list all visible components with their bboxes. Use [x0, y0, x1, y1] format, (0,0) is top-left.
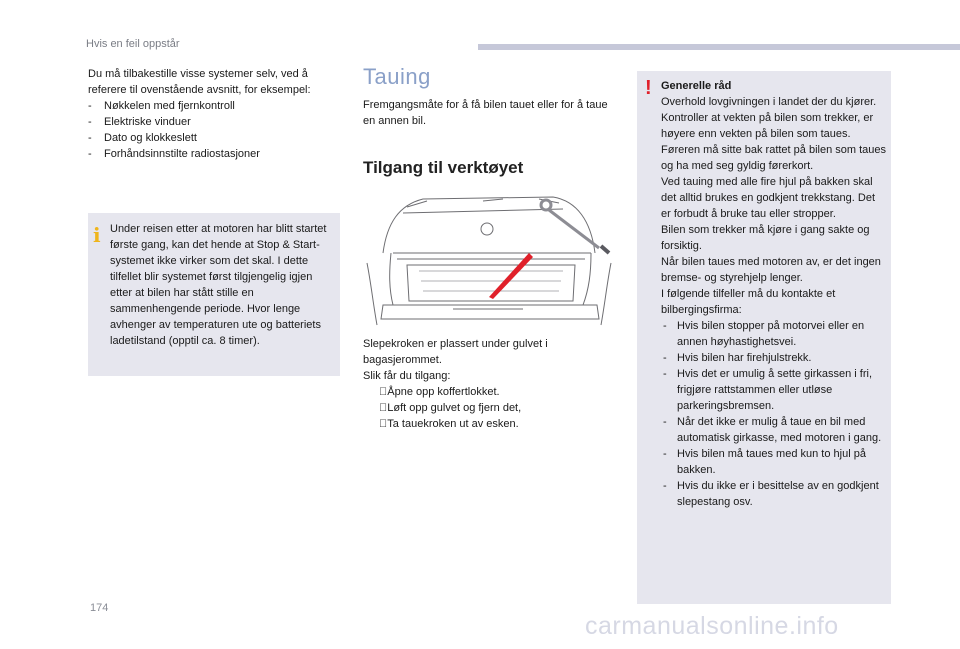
reset-intro: Du må tilbakestille visse systemer selv, ved å referere til ovenstående avsnitt, for eksempel:: [88, 68, 311, 96]
list-item: - Nøkkelen med fjernkontroll: [88, 98, 342, 114]
warning-paragraph: I følgende tilfeller må du kontakte et bilbergingsfirma:: [661, 288, 836, 316]
header-bar: [478, 44, 960, 50]
trunk-drawing: [363, 193, 616, 329]
access-label: Slik får du tilgang:: [363, 370, 451, 382]
reset-list: [88, 98, 342, 162]
section-title: Tilgang til verktøyet: [363, 158, 524, 177]
warning-icon: !: [645, 77, 652, 99]
list-item: - Hvis det er umulig å sette girkassen i fri, frigjøre rattstammen eller utløse parkeringsbremsen.: [661, 366, 887, 414]
list-item: Åpne opp koffertlokket.: [387, 386, 500, 398]
warning-box: [637, 71, 891, 604]
tool-access-text: [363, 336, 615, 432]
list-item: - Dato og klokkeslett: [88, 130, 342, 146]
warning-paragraph: Bilen som trekker må kjøre i gang sakte og forsiktig.: [661, 224, 870, 252]
page-number: 174: [90, 602, 109, 614]
section-header: Hvis en feil oppstår: [86, 38, 180, 50]
warning-content: [661, 78, 887, 510]
list-item: Løft opp gulvet og fjern det,: [387, 402, 522, 414]
list-item: - Hvis du ikke er i besittelse av en godkjent slepestang osv.: [661, 478, 887, 510]
list-item: - Hvis bilen må taues med kun to hjul på bakken.: [661, 446, 887, 478]
warning-paragraph: Overhold lovgivningen i landet der du kjører.: [661, 96, 877, 108]
list-item: - Forhåndsinnstilte radiostasjoner: [88, 146, 342, 162]
warning-paragraph: Føreren må sitte bak rattet på bilen som taues og ha med seg gyldig førerkort.: [661, 144, 886, 172]
warning-paragraph: Når bilen taues med motoren av, er det ingen bremse- og styrehjelp lenger.: [661, 256, 881, 284]
info-text: Under reisen etter at motoren har blitt startet første gang, kan det hende at Stop & Start-systemet ikke virker som det skal. I dette tilfellet blir systemet først tilgjengelig igjen etter at bilen har stått stille en sammenhengende periode. Hvor lenge avhenger av temperaturen ute og batteriets ladetilstand (opptil ca. 8 timer).: [110, 223, 327, 347]
trunk-illustration: [363, 193, 616, 329]
info-icon: i: [93, 223, 101, 247]
list-item: - Hvis bilen har firehjulstrekk.: [661, 350, 887, 366]
warning-paragraph: Ved tauing med alle fire hjul på bakken skal det alltid brukes en godkjent trekkstang. Det er forbudt å bruke tau eller stropper.: [661, 176, 876, 220]
warning-list: [661, 318, 887, 510]
reset-systems-section: [88, 66, 342, 162]
tauing-intro: Fremgangsmåte for å få bilen tauet eller for å taue en annen bil.: [363, 99, 608, 127]
list-item: - Når det ikke er mulig å taue en bil med automatisk girkasse, med motoren i gang.: [661, 414, 887, 446]
warning-heading: Generelle råd: [661, 80, 732, 92]
page-title: Tauing: [363, 64, 431, 89]
watermark: carmanualsonline.info: [585, 612, 839, 640]
list-item: Ta tauekroken ut av esken.: [387, 418, 519, 430]
steps-list: [363, 384, 615, 432]
warning-paragraph: Kontroller at vekten på bilen som trekker, er høyere enn vekten på bilen som taues.: [661, 112, 874, 140]
tool-description: Slepekroken er plassert under gulvet i bagasjerommet.: [363, 338, 548, 366]
info-box: [88, 213, 340, 376]
list-item: - Elektriske vinduer: [88, 114, 342, 130]
list-item: - Hvis bilen stopper på motorvei eller en annen høyhastighetsvei.: [661, 318, 887, 350]
